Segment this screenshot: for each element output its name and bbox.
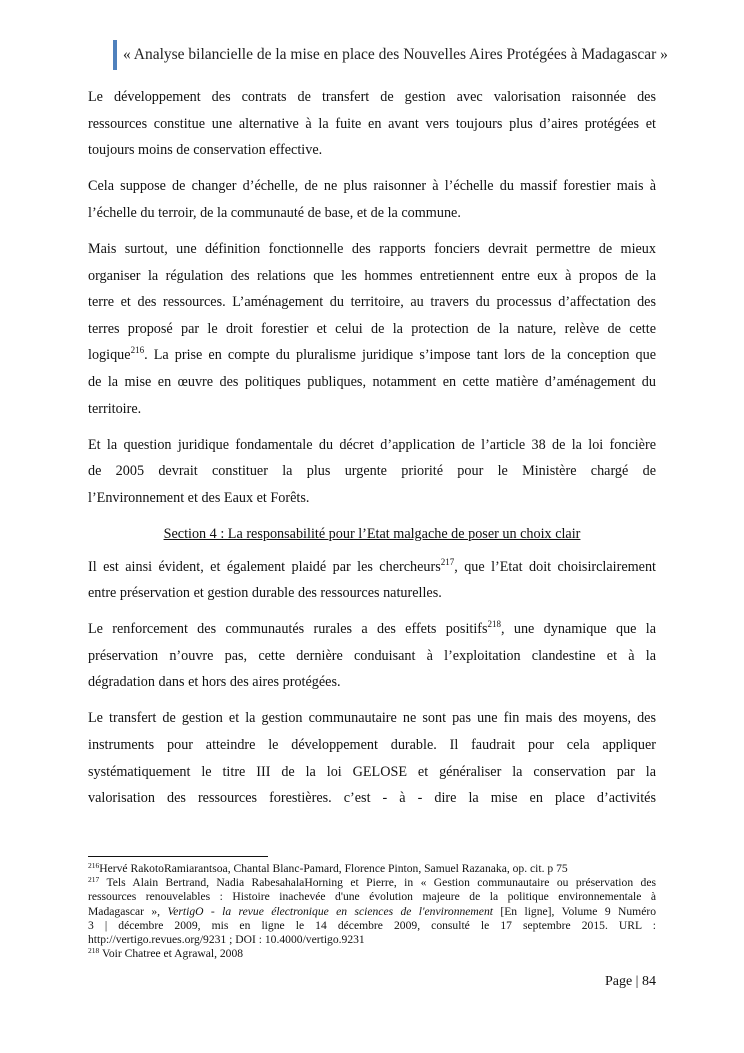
text: Il est ainsi évident, et également plaidé par les chercheurs (88, 558, 441, 575)
footnote-216 (88, 862, 656, 876)
text-line: Le transfert de gestion et la gestion communautaire ne sont pas une fin mais des moyens, des (88, 710, 656, 727)
footnote-number: 218 (88, 946, 100, 956)
paragraph (88, 616, 656, 696)
text: logique (88, 347, 131, 364)
paragraph (88, 554, 656, 607)
text-line (88, 554, 656, 581)
section-heading: Section 4 : La responsabilité pour l’Etat malgache de poser un choix clair (163, 525, 581, 542)
text: , que l’Etat doit choisirclairement (454, 558, 656, 575)
text-line: Cela suppose de changer d’échelle, de ne plus raisonner à l’échelle du massif forestier mais à (88, 178, 656, 195)
text-line: ressources renouvelables : Histoire inachevée d'une évolution majeure de la politique environnementale à (88, 890, 656, 904)
text-line: l’échelle du terroir, de la communauté de base, et de la commune. (88, 204, 461, 221)
text-line: systématiquement le titre III de la loi GELOSE et généraliser la conservation par la (88, 763, 656, 780)
footnote-ref[interactable]: 217 (440, 556, 455, 567)
text-line (88, 616, 656, 643)
text: Hervé RakotoRamiarantsoa, Chantal Blanc-Pamard, Florence Pinton, Samuel Razanaka, op. cit. p 75 (99, 862, 568, 875)
text-line: toujours moins de conservation effective. (88, 142, 323, 159)
text-line: entre préservation et gestion durable des ressources naturelles. (88, 585, 442, 602)
text-line (88, 905, 656, 919)
text-line: Le développement des contrats de transfert de gestion avec valorisation raisonnée des (88, 89, 656, 105)
text-line: Et la question juridique fondamentale du décret d’application de l’article 38 de la loi foncière (88, 436, 656, 453)
text: , une dynamique que la (501, 621, 656, 638)
paragraph (88, 173, 656, 226)
footnote-separator (88, 856, 268, 857)
paragraph (88, 236, 656, 422)
footnote-217 (88, 876, 656, 890)
paragraph (88, 705, 656, 811)
footnote-218 (88, 947, 656, 961)
text: [En ligne], Volume 9 Numéro (492, 904, 657, 918)
text-line: de 2005 devrait constituer la plus urgente priorité pour le Ministère chargé de (88, 463, 656, 480)
text-line: préservation n’ouvre pas, cette dernière conduisant à l’exploitation clandestine et à la (88, 647, 656, 664)
page-number: Page | 84 (604, 974, 656, 989)
body-text (88, 84, 656, 821)
text-line: terres proposé par le droit forestier et celui de la protection de la nature, relève de cette (88, 320, 656, 337)
paragraph (88, 432, 656, 512)
text-line: Mais surtout, une définition fonctionnelle des rapports fonciers devrait permettre de mieux (88, 240, 656, 257)
text-line: territoire. (88, 400, 142, 417)
footnote-ref[interactable]: 216 (130, 345, 145, 356)
text-line: l’Environnement et des Eaux et Forêts. (88, 489, 310, 506)
footnote-number: 216 (88, 861, 100, 870)
running-header: « Analyse bilancielle de la mise en place des Nouvelles Aires Protégées à Madagascar » (113, 40, 668, 70)
text: Madagascar », (88, 904, 168, 918)
text: Tels Alain Bertrand, Nadia RabesahalaHorning et Pierre, in « Gestion communautaire ou préservation des (99, 876, 656, 890)
footnote-ref[interactable]: 218 (487, 619, 502, 630)
text-line: 3 | décembre 2009, mis en ligne le 14 décembre 2009, consulté le 17 septembre 2015. URL : (88, 918, 656, 932)
text-line: dégradation dans et hors des aires protégées. (88, 674, 341, 691)
text-line: organiser la régulation des relations que les hommes entretiennent entre eux à propos de la (88, 267, 656, 284)
footnote-number: 217 (88, 875, 100, 885)
text-line (88, 342, 656, 369)
paragraph (88, 84, 656, 164)
text-line: de la mise en œuvre des politiques publiques, notamment en cette matière d’aménagement du (88, 373, 656, 390)
text: . La prise en compte du pluralisme juridique s’impose tant lors de la conception que (144, 347, 656, 364)
text: Voir Chatree et Agrawal, 2008 (99, 947, 244, 961)
text-line: terre et des ressources. L’aménagement du territoire, au travers du processus d’affectation des (88, 294, 656, 311)
footnote-url[interactable]: http://vertigo.revues.org/9231 ; DOI : 10.4000/vertigo.9231 (88, 932, 365, 946)
text-line: ressources constitue une alternative à la fuite en avant vers toujours plus d’aires protégées et (88, 115, 656, 132)
journal-title: VertigO - la revue électronique en sciences de l'environnement (167, 904, 493, 918)
footnotes (88, 862, 656, 961)
text-line: valorisation des ressources forestières. c’est - à - dire la mise en place d’activités (88, 790, 656, 807)
text: Le renforcement des communautés rurales a des effets positifs (88, 621, 488, 638)
text-line: instruments pour atteindre le développement durable. Il faudrait pour cela appliquer (88, 737, 656, 754)
